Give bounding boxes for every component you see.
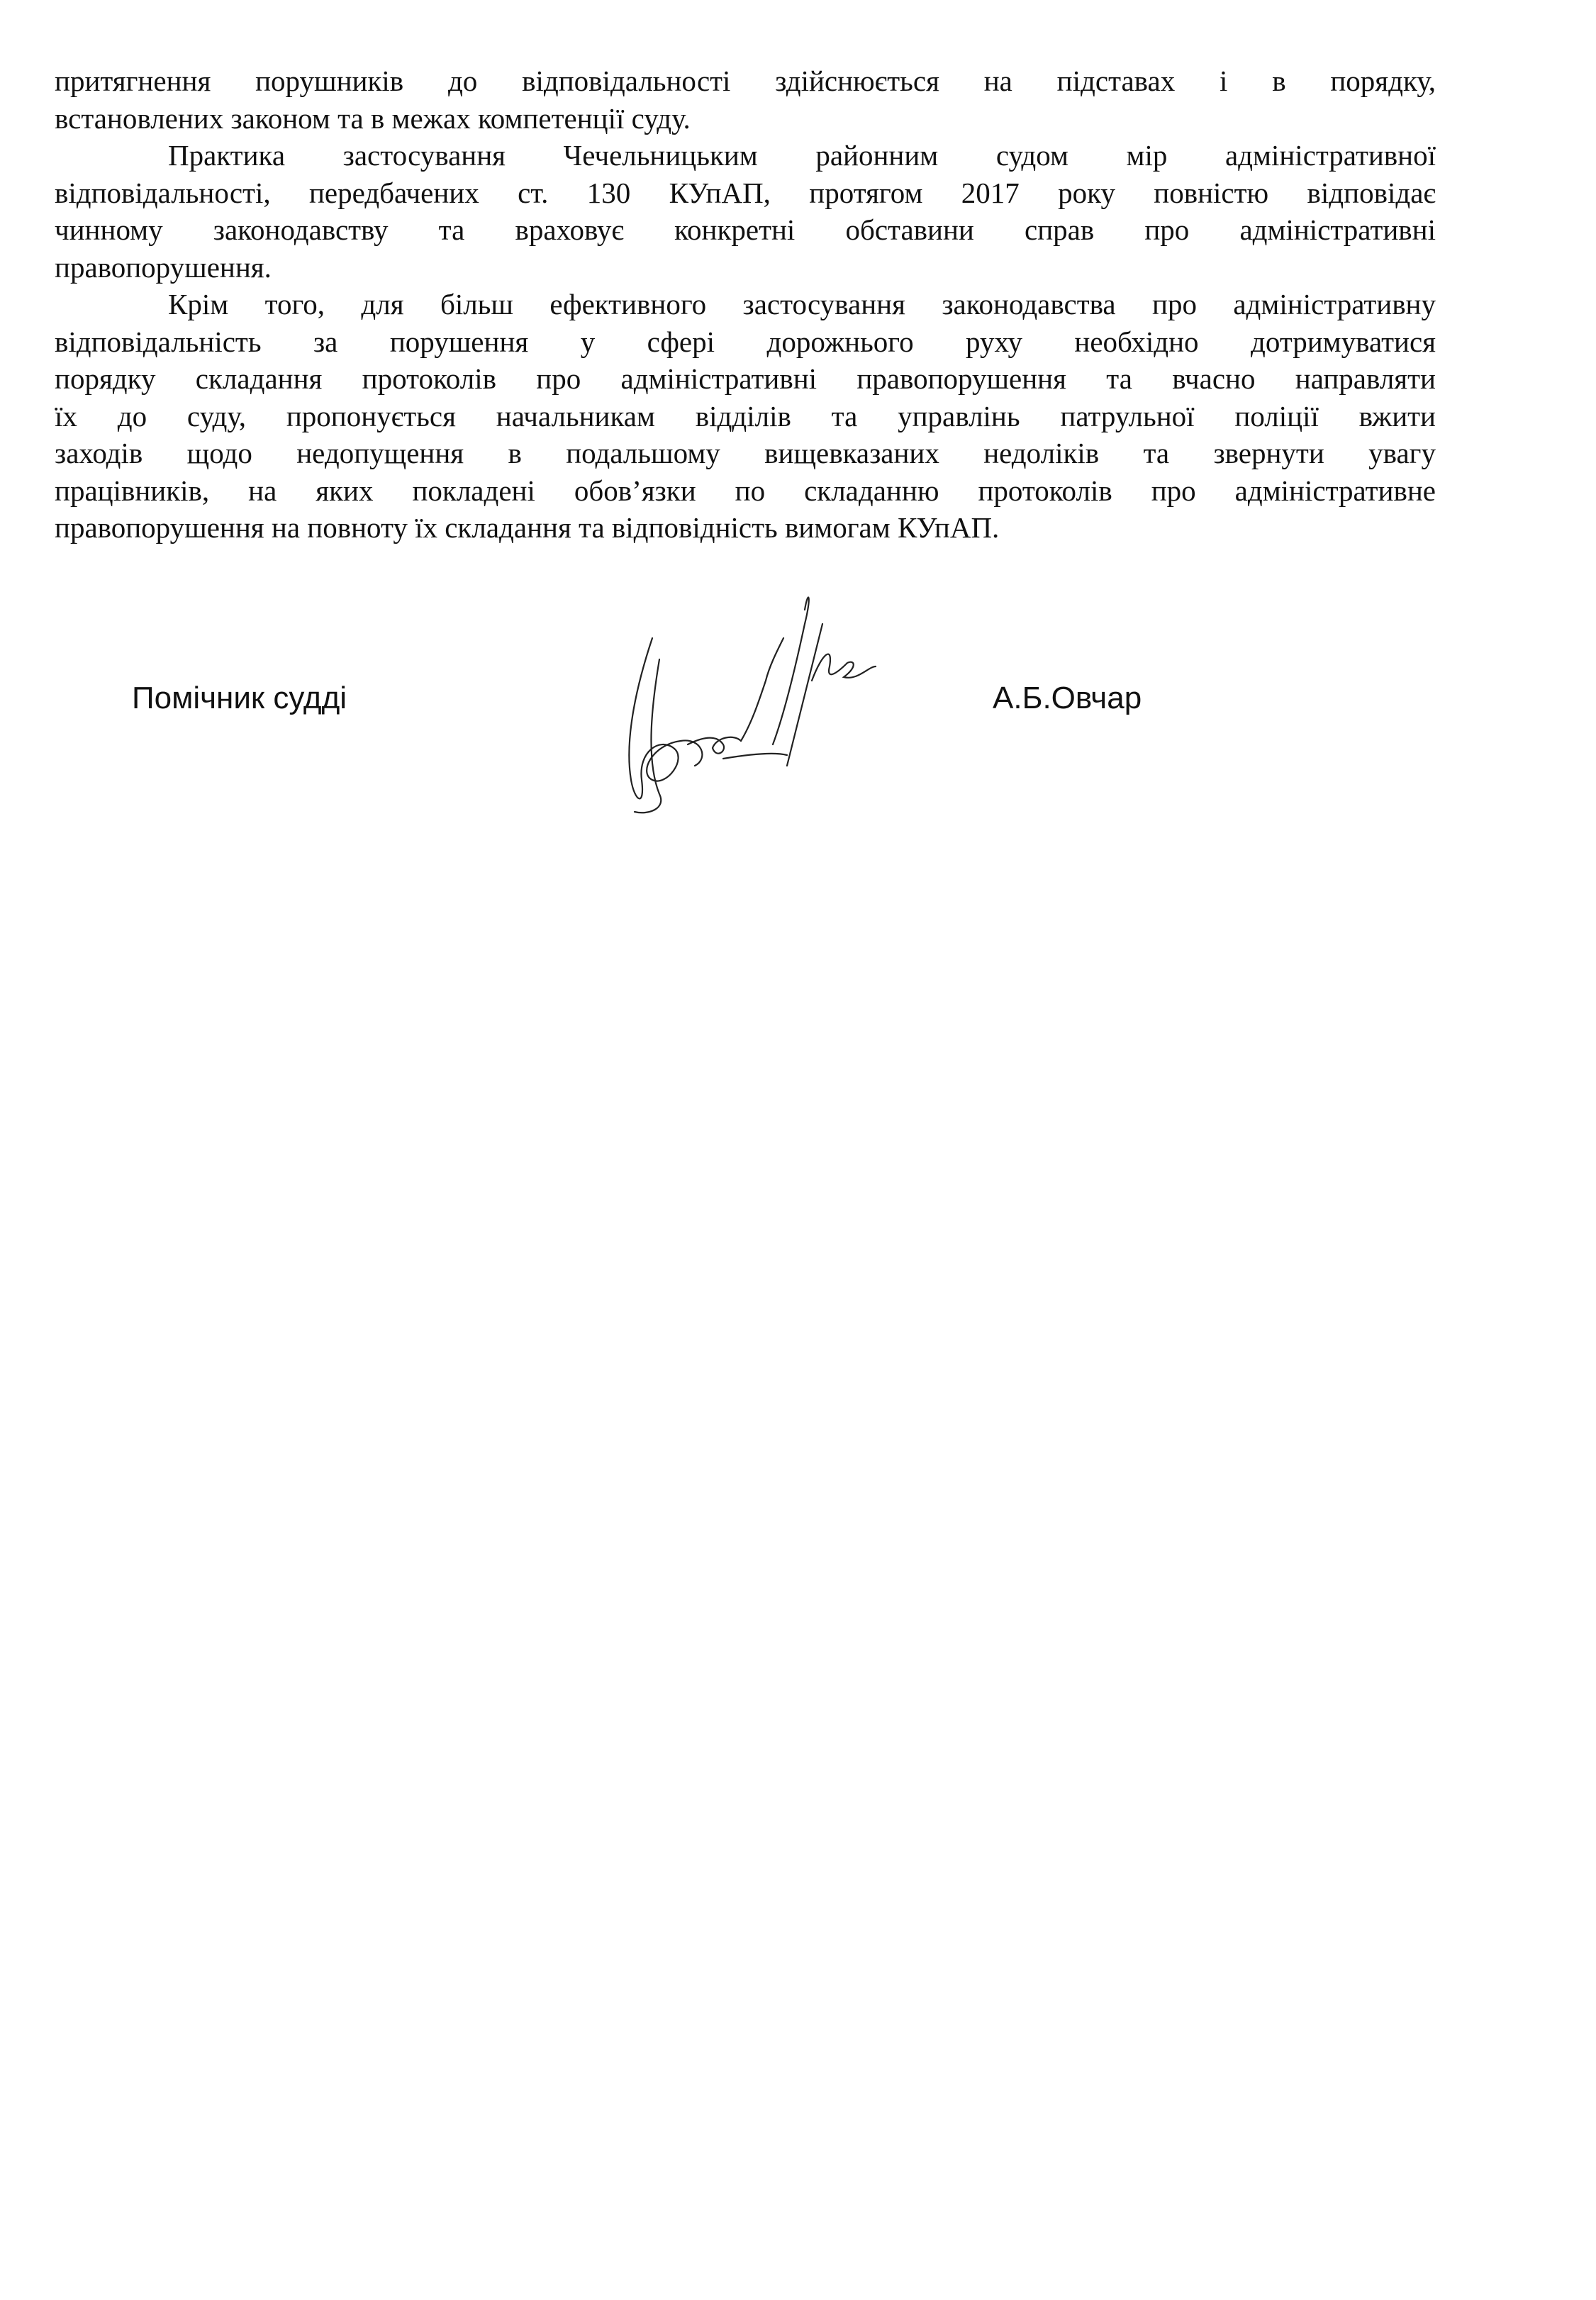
signatory-name: А.Б.Овчар xyxy=(993,681,1142,715)
text-line: Практика застосування Чечельницьким районним судом мір адміністративної xyxy=(168,139,1436,172)
text-line: встановлених законом та в межах компетенції суду. xyxy=(55,101,691,135)
text-line: чинному законодавству та враховує конкретні обставини справ про адміністративні xyxy=(55,213,1436,246)
text-line: Крім того, для більш ефективного застосування законодавства про адміністративну xyxy=(168,288,1436,320)
text-line: їх до суду, пропонується начальникам відділів та управлінь патрульної поліції вжити xyxy=(55,399,1436,432)
text-line: правопорушення. xyxy=(55,250,272,284)
text-line: відповідальності, передбачених ст. 130 КУпАП, протягом 2017 року повністю відповідає xyxy=(55,176,1436,209)
paragraph-3 xyxy=(55,286,1436,547)
text-line: правопорушення на повноту їх складання та відповідність вимогам КУпАП. xyxy=(55,511,1000,544)
paragraph-2 xyxy=(55,137,1436,286)
document-body xyxy=(55,62,1436,547)
signatory-role: Помічник судді xyxy=(132,681,347,715)
text-line: працівників, на яких покладені обов’язки по складанню протоколів про адміністративне xyxy=(55,474,1436,507)
text-line: притягнення порушників до відповідальності здійснюється на підставах і в порядку, xyxy=(55,65,1436,97)
text-line: порядку складання протоколів про адміністративні правопорушення та вчасно направляти xyxy=(55,362,1436,395)
text-line: відповідальність за порушення у сфері дорожнього руху необхідно дотримуватися xyxy=(55,325,1436,358)
handwritten-signature xyxy=(610,596,893,822)
text-line: заходів щодо недопущення в подальшому вищевказаних недоліків та звернути увагу xyxy=(55,437,1436,469)
paragraph-1 xyxy=(55,62,1436,137)
